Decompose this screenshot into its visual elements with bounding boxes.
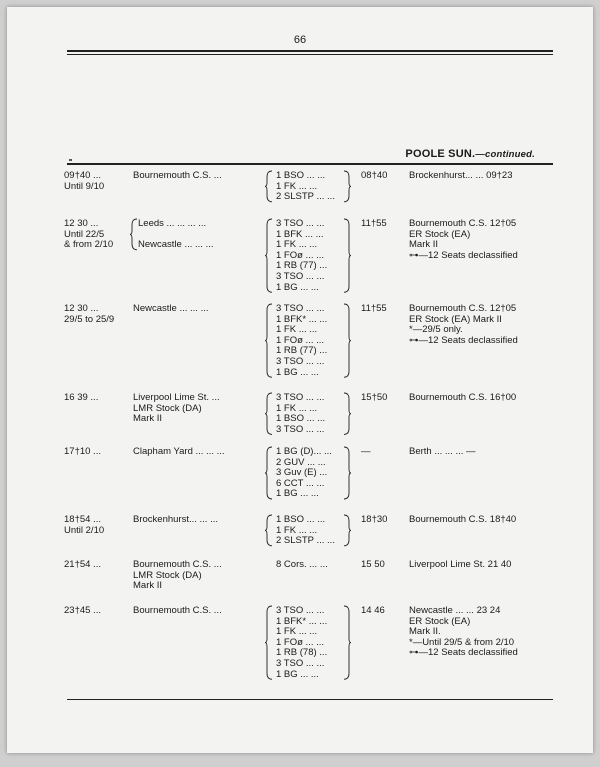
timetable-page: [7, 7, 593, 753]
origin-cell: [133, 304, 209, 315]
formation-cell: [276, 219, 327, 293]
destination-cell-line: ⊶—12 Seats declassified: [409, 647, 518, 659]
formation-cell-line: 8 Cors. ... ...: [276, 559, 328, 570]
origin-brace: [130, 219, 137, 250]
formation-cell-line: 1 FK ... ...: [276, 324, 318, 336]
origin-cell-line: Bournemouth C.S. ...: [133, 605, 222, 616]
formation-cell-line: 3 Guv (E) ...: [276, 467, 328, 479]
top-rule-thin: [67, 54, 553, 55]
formation-left-brace: [265, 447, 272, 499]
destination-cell-line: Brockenhurst... ... 09†23: [409, 170, 513, 181]
arrival-cell: 08†40: [361, 170, 388, 181]
arrival-cell: 18†30: [361, 514, 388, 525]
destination-cell-line: Berth ... ... ... —: [409, 446, 476, 457]
destination-cell-line: ER Stock (EA): [409, 615, 471, 627]
formation-cell-line: 6 CCT ... ...: [276, 477, 325, 489]
departure-cell: [64, 606, 101, 617]
formation-cell-line: 3 TSO ... ...: [276, 423, 325, 435]
destination-cell: [409, 606, 518, 659]
formation-cell-line: 1 BG ... ...: [276, 668, 319, 680]
formation-cell-line: 1 BFK ... ...: [276, 228, 324, 240]
formation-cell-line: 2 SLSTP ... ...: [276, 191, 335, 203]
origin-cell-line: Bournemouth C.S. ...: [133, 170, 222, 181]
origin-cell-line: Mark II: [133, 580, 163, 592]
formation-left-brace: [265, 515, 272, 546]
destination-cell-line: *—Until 29/5 & from 2/10: [409, 636, 515, 648]
departure-cell: [64, 219, 113, 251]
formation-cell-line: 1 FK ... ...: [276, 524, 318, 536]
formation-right-brace: [344, 447, 351, 499]
departure-cell: [64, 304, 114, 325]
departure-cell-line: 16 39 ...: [64, 392, 99, 403]
formation-cell-line: 1 BG ... ...: [276, 281, 319, 293]
destination-cell: [409, 560, 511, 571]
origin-cell-line: Leeds ... ... ... ...: [138, 218, 207, 229]
formation-right-brace: [344, 171, 351, 202]
formation-cell-line: 1 FK ... ...: [276, 239, 318, 251]
formation-cell: [276, 560, 328, 571]
departure-cell: [64, 171, 104, 192]
origin-cell-line: Liverpool Lime St. ...: [133, 392, 220, 403]
formation-left-brace: [265, 606, 272, 679]
formation-cell-line: 1 RB (77) ...: [276, 345, 328, 357]
origin-cell-line: Newcastle ... ... ...: [138, 239, 214, 251]
formation-right-brace: [344, 515, 351, 546]
arrival-cell: 14 46: [361, 605, 385, 616]
formation-cell-line: 1 BSO ... ...: [276, 514, 326, 525]
formation-left-brace: [265, 393, 272, 434]
departure-cell-line: 17†10 ...: [64, 446, 101, 457]
formation-cell-line: 3 TSO ... ...: [276, 605, 325, 616]
departure-cell-line: 12 30 ...: [64, 218, 99, 229]
formation-right-brace: [344, 393, 351, 434]
arrival-cell: 15 50: [361, 559, 385, 570]
formation-left-brace: [265, 219, 272, 292]
departure-cell-line: Until 9/10: [64, 180, 105, 192]
origin-cell-line: Clapham Yard ... ... ...: [133, 446, 225, 457]
origin-cell: [133, 171, 222, 182]
destination-cell: [409, 515, 516, 526]
formation-right-brace: [344, 219, 351, 292]
formation-cell: [276, 606, 327, 680]
departure-cell-line: 12 30 ...: [64, 303, 99, 314]
formation-cell: [276, 171, 335, 203]
origin-cell: [133, 560, 222, 592]
formation-cell-line: 3 TSO ... ...: [276, 355, 325, 367]
formation-cell-line: 1 FK ... ...: [276, 402, 318, 414]
bottom-rule: [67, 699, 553, 700]
departure-cell-line: 29/5 to 25/9: [64, 313, 115, 325]
formation-cell-line: 1 FOø ... ...: [276, 334, 325, 346]
section-title: [405, 148, 535, 160]
origin-cell: [133, 606, 222, 617]
destination-cell: [409, 393, 516, 404]
origin-cell: [133, 447, 225, 458]
formation-cell-line: 2 SLSTP ... ...: [276, 535, 335, 547]
departure-cell-line: 18†54 ...: [64, 514, 101, 525]
formation-cell-line: 3 TSO ... ...: [276, 303, 325, 314]
formation-cell-line: 3 TSO ... ...: [276, 392, 325, 403]
origin-cell: [133, 515, 218, 526]
formation-cell-line: 1 RB (77) ...: [276, 260, 328, 272]
destination-cell-line: Mark II.: [409, 626, 441, 638]
origin-cell: [133, 393, 220, 425]
stray-mark: [69, 159, 72, 161]
destination-cell-line: ER Stock (EA): [409, 228, 471, 240]
formation-left-brace: [265, 171, 272, 202]
origin-cell-line: LMR Stock (DA): [133, 402, 202, 414]
arrival-cell: 11†55: [361, 303, 387, 314]
formation-cell-line: 1 BG ... ...: [276, 488, 319, 500]
formation-right-brace: [344, 606, 351, 679]
destination-cell-line: Bournemouth C.S. 16†00: [409, 392, 517, 403]
destination-cell-line: Bournemouth C.S. 18†40: [409, 514, 517, 525]
formation-cell: [276, 447, 332, 500]
departure-cell-line: Until 2/10: [64, 524, 105, 536]
destination-cell: [409, 219, 518, 261]
destination-cell: [409, 304, 518, 346]
formation-cell-line: 1 BFK* ... ...: [276, 615, 328, 627]
formation-cell-line: 1 RB (78) ...: [276, 647, 328, 659]
departure-cell-line: 23†45 ...: [64, 605, 101, 616]
arrival-cell: 15†50: [361, 392, 388, 403]
destination-cell-line: ⊶—12 Seats declassified: [409, 334, 518, 346]
formation-cell: [276, 393, 325, 435]
formation-cell-line: 3 TSO ... ...: [276, 270, 325, 282]
destination-cell-line: Bournemouth C.S. 12†05: [409, 303, 517, 314]
destination-cell-line: Mark II: [409, 239, 439, 251]
formation-cell-line: 3 TSO ... ...: [276, 657, 325, 669]
top-rule-thick: [67, 50, 553, 52]
origin-cell-line: Newcastle ... ... ...: [133, 303, 209, 314]
formation-cell: [276, 515, 335, 547]
arrival-cell: 11†55: [361, 218, 387, 229]
destination-cell-line: Liverpool Lime St. 21 40: [409, 559, 512, 570]
page-number: 66: [293, 34, 307, 46]
destination-cell: [409, 171, 513, 182]
destination-cell-line: ER Stock (EA) Mark II: [409, 313, 502, 325]
destination-cell-line: ⊶—12 Seats declassified: [409, 249, 518, 261]
formation-cell-line: 3 TSO ... ...: [276, 218, 325, 229]
section-title-suffix: —continued.: [475, 149, 535, 160]
formation-cell-line: 1 FOø ... ...: [276, 249, 325, 261]
formation-cell-line: 1 BFK* ... ...: [276, 313, 328, 325]
formation-cell-line: 1 BG (D)... ...: [276, 446, 332, 457]
departure-cell: [64, 560, 101, 571]
formation-cell-line: 1 BG ... ...: [276, 366, 319, 378]
formation-cell-line: 1 FK ... ...: [276, 180, 318, 192]
destination-cell: [409, 447, 476, 458]
departure-cell-line: 21†54 ...: [64, 559, 101, 570]
departure-cell-line: & from 2/10: [64, 239, 114, 251]
header-rule: [67, 163, 553, 165]
formation-cell-line: 1 BSO ... ...: [276, 413, 326, 425]
departure-cell: [64, 447, 101, 458]
departure-cell: [64, 515, 104, 536]
formation-cell: [276, 304, 327, 378]
departure-cell: [64, 393, 98, 404]
departure-cell-line: Until 22/5: [64, 228, 105, 240]
destination-cell-line: Newcastle ... ... 23 24: [409, 605, 501, 616]
formation-cell-line: 1 FOø ... ...: [276, 636, 325, 648]
formation-right-brace: [344, 304, 351, 377]
origin-cell-line: Brockenhurst... ... ...: [133, 514, 219, 525]
formation-cell-line: 1 BSO ... ...: [276, 170, 326, 181]
section-title-text: POOLE SUN.: [405, 148, 476, 160]
destination-cell-line: Bournemouth C.S. 12†05: [409, 218, 517, 229]
formation-left-brace: [265, 304, 272, 377]
formation-cell-line: 1 FK ... ...: [276, 626, 318, 638]
origin-cell-line: LMR Stock (DA): [133, 569, 202, 581]
formation-cell-line: 2 GUV ... ...: [276, 456, 326, 468]
arrival-cell: —: [361, 446, 371, 457]
origin-cell-line: Bournemouth C.S. ...: [133, 559, 222, 570]
departure-cell-line: 09†40 ...: [64, 170, 101, 181]
origin-cell-line: Mark II: [133, 413, 163, 425]
origin-cell: [138, 219, 214, 251]
destination-cell-line: *—29/5 only.: [409, 324, 463, 336]
